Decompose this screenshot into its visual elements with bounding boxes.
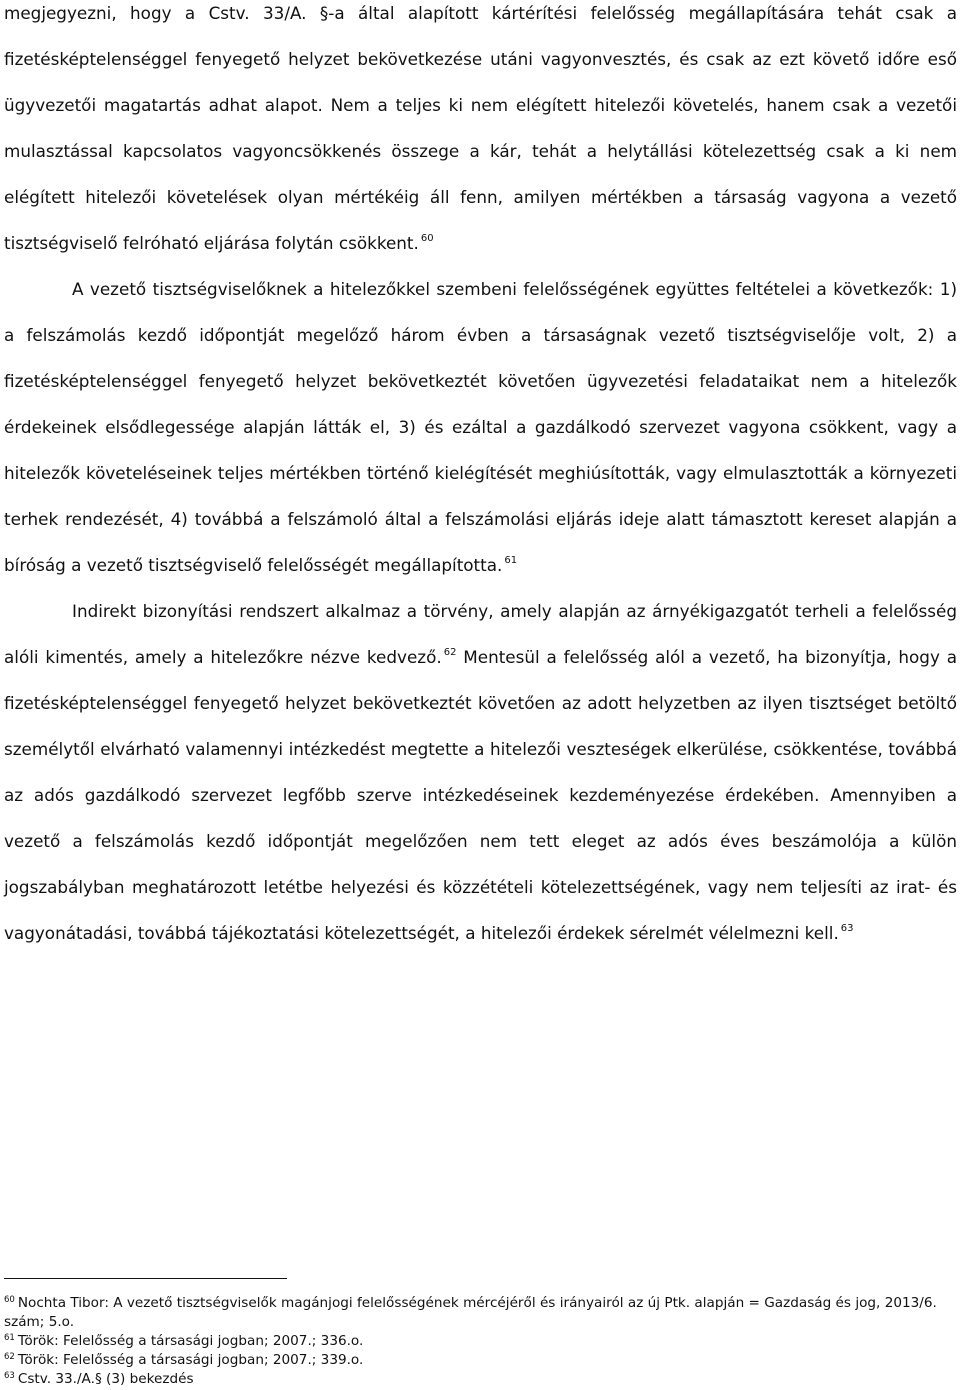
paragraph-1-text: megjegyezni, hogy a Cstv. 33/A. §-a által alapított kártérítési felelősség megállapítására tehát csak a fizetésképtelenséggel fenyegető helyzet bekövetkezése utáni vagyonvesztés, és csak az ezt követő időre eső ügyvezetői magatartás adhat alapot. Nem a teljes ki nem elégített hitelezői követelés, hanem csak a vezetői mulasztással kapcsolatos vagyoncsökkenés összege a kár, tehát a helytállási kötelezettség csak a ki nem elégített hitelezői követelések olyan mértékéig áll fenn, amilyen mértékben a társaság vagyona a vezető tisztségviselő felróható eljárása folytán csökkent. xyxy=(4,3,957,253)
footnote-ref-60[interactable]: 60 xyxy=(420,233,434,244)
footnote-61-text: Török: Felelősség a társasági jogban; 2007.; 336.o. xyxy=(17,1333,364,1349)
body-paragraph-3 xyxy=(4,588,957,956)
footnote-63-text: Cstv. 33./A.§ (3) bekezdés xyxy=(17,1371,194,1387)
paragraph-3-text-b: Mentesül a felelősség alól a vezető, ha bizonyítja, hogy a fizetésképtelenséggel fenyegető helyzet bekövetkeztét követően az adott helyzetben az ilyen tisztséget betöltő személytől elvárható valamennyi intézkedést megtette a hitelezői veszteségek elkerülése, csökkentése, továbbá az adós gazdálkodó szervezet legfőbb szerve intézkedéseinek kezdeményezése érdekében. Amennyiben a vezető a felszámolás kezdő időpontját megelőzően nem tett eleget az adós éves beszámolója a külön jogszabályban meghatározott letétbe helyezési és közzétételi kötelezettségének, vagy nem teljesíti az irat- és vagyonátadási, továbbá tájékoztatási kötelezettségét, a hitelezői érdekek sérelmét vélelmezni kell. xyxy=(4,647,957,943)
footnote-63 xyxy=(4,1370,957,1389)
footnote-ref-62[interactable]: 62 xyxy=(443,647,457,658)
footnote-60-text: Nochta Tibor: A vezető tisztségviselők magánjogi felelősségének mércéjéről és irányairól az új Ptk. alapján = Gazdaság és jog, 2013/6. szám; 5.o. xyxy=(4,1295,937,1330)
footnote-62-text: Török: Felelősség a társasági jogban; 2007.; 339.o. xyxy=(17,1352,364,1368)
footnote-separator xyxy=(4,1278,287,1279)
paragraph-2-text: A vezető tisztségviselőknek a hitelezőkkel szembeni felelősségének együttes feltételei a következők: 1) a felszámolás kezdő időpontját megelőző három évben a társaságnak vezető tisztségviselője volt, 2) a fizetésképtelenséggel fenyegető helyzet bekövetkeztét követően ügyvezetési feladataikat nem a hitelezők érdekeinek elsődlegessége alapján látták el, 3) és ezáltal a gazdálkodó szervezet vagyona csökkent, vagy a hitelezők követeléseinek teljes mértékben történő kielégítését meghiúsították, vagy elmulasztották a környezeti terhek rendezését, 4) továbbá a felszámoló által a felszámolási eljárás ideje alatt támasztott kereset alapján a bíróság a vezető tisztségviselő felelősségét megállapította. xyxy=(4,279,957,575)
footnote-61 xyxy=(4,1332,957,1351)
footnote-ref-63[interactable]: 63 xyxy=(840,923,854,934)
footnotes-section xyxy=(4,1278,957,1389)
footnote-62-number: 62 xyxy=(4,1352,15,1362)
footnote-60-number: 60 xyxy=(4,1295,15,1305)
document-page xyxy=(4,0,957,956)
body-paragraph-2 xyxy=(4,266,957,588)
body-paragraph-1 xyxy=(4,0,957,266)
footnote-ref-61[interactable]: 61 xyxy=(504,555,518,566)
footnote-61-number: 61 xyxy=(4,1333,15,1343)
footnote-63-number: 63 xyxy=(4,1371,15,1381)
footnote-62 xyxy=(4,1351,957,1370)
paragraph-3-text-a: Indirekt bizonyítási rendszert alkalmaz a törvény, amely alapján az árnyékigazgatót terheli a felelősség alóli kimentés, amely a hitelezőkre nézve kedvező. xyxy=(4,601,957,667)
footnote-60 xyxy=(4,1294,957,1332)
